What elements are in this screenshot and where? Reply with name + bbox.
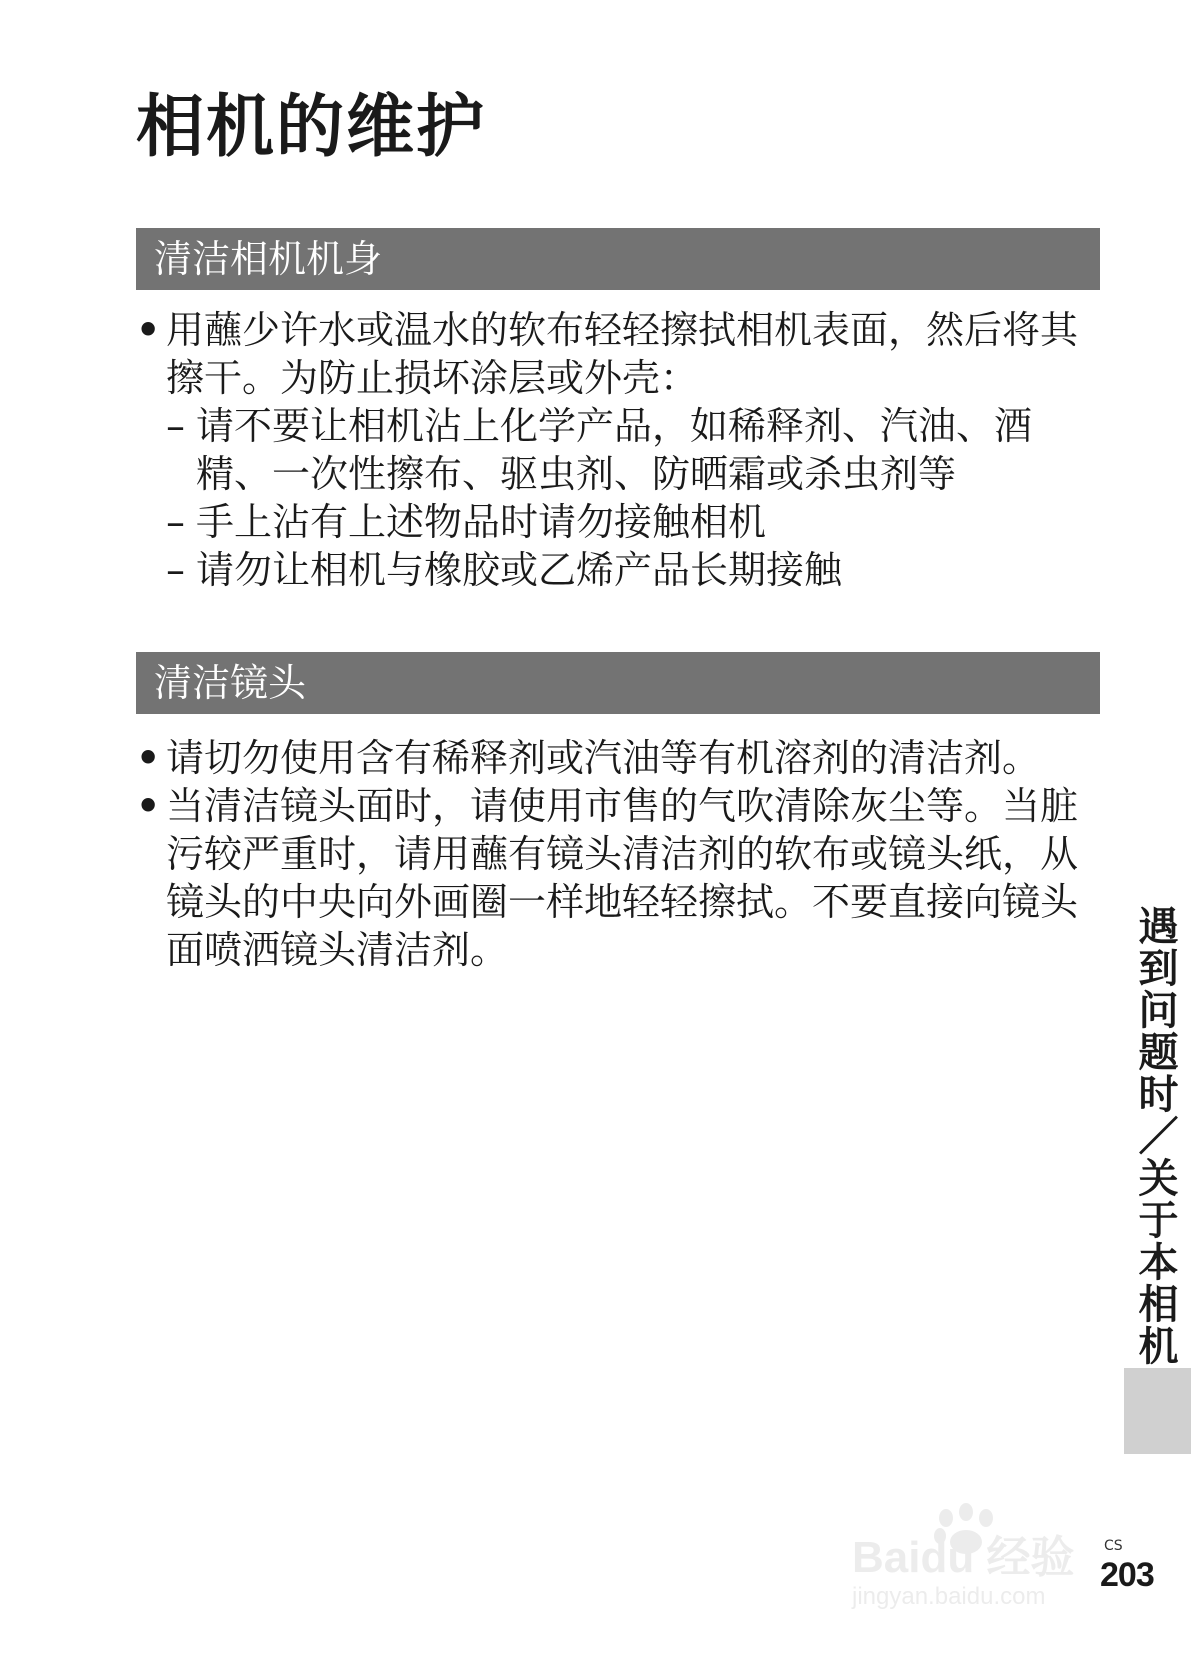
side-tab-marker: [1124, 1368, 1191, 1454]
page-title: 相机的维护: [136, 88, 487, 167]
dash-marker: –: [166, 500, 185, 544]
baidu-watermark-logo: [842, 1500, 1122, 1610]
section-body-clean-body: [136, 306, 1096, 594]
dash-marker: –: [166, 404, 185, 448]
bullet-text: 请切勿使用含有稀释剂或汽油等有机溶剂的清洁剂。: [166, 736, 1041, 780]
sub-item: [136, 498, 1096, 546]
sub-item: [136, 546, 1096, 594]
bullet-text: 用蘸少许水或温水的软布轻轻擦拭相机表面，然后将其擦干。为防止损坏涂层或外壳：: [166, 308, 1079, 400]
bullet-item: [136, 782, 1096, 974]
language-code: CS: [1104, 1538, 1123, 1554]
section-heading-clean-lens: 清洁镜头: [136, 652, 1100, 714]
sub-item-text: 请勿让相机与橡胶或乙烯产品长期接触: [196, 548, 843, 592]
sub-item-text: 手上沾有上述物品时请勿接触相机: [196, 500, 767, 544]
bullet-item: [136, 734, 1096, 782]
bullet-item: [136, 306, 1096, 402]
dash-marker: –: [166, 548, 185, 592]
sub-item: [136, 402, 1096, 498]
bullet-marker: •: [136, 308, 161, 352]
sub-item-text: 请不要让相机沾上化学产品，如稀释剂、汽油、酒精、一次性擦布、驱虫剂、防晒霜或杀虫剂等: [196, 404, 1033, 496]
bullet-marker: •: [136, 736, 161, 780]
bullet-marker: •: [136, 784, 161, 828]
section-heading-clean-body: 清洁相机机身: [136, 228, 1100, 290]
bullet-text: 当清洁镜头面时，请使用市售的气吹清除灰尘等。当脏污较严重时，请用蘸有镜头清洁剂的软布或镜头纸，从镜头的中央向外画圈一样地轻轻擦拭。不要直接向镜头面喷洒镜头清洁剂。: [166, 784, 1079, 972]
section-body-clean-lens: [136, 734, 1096, 974]
side-chapter-tab: 遇到问题时／关于本相机: [1132, 905, 1178, 1367]
watermark-logo-text: Baidu 经验: [852, 1533, 1075, 1582]
page-number: 203: [1100, 1556, 1154, 1594]
watermark-url: jingyan.baidu.com: [852, 1583, 1046, 1610]
